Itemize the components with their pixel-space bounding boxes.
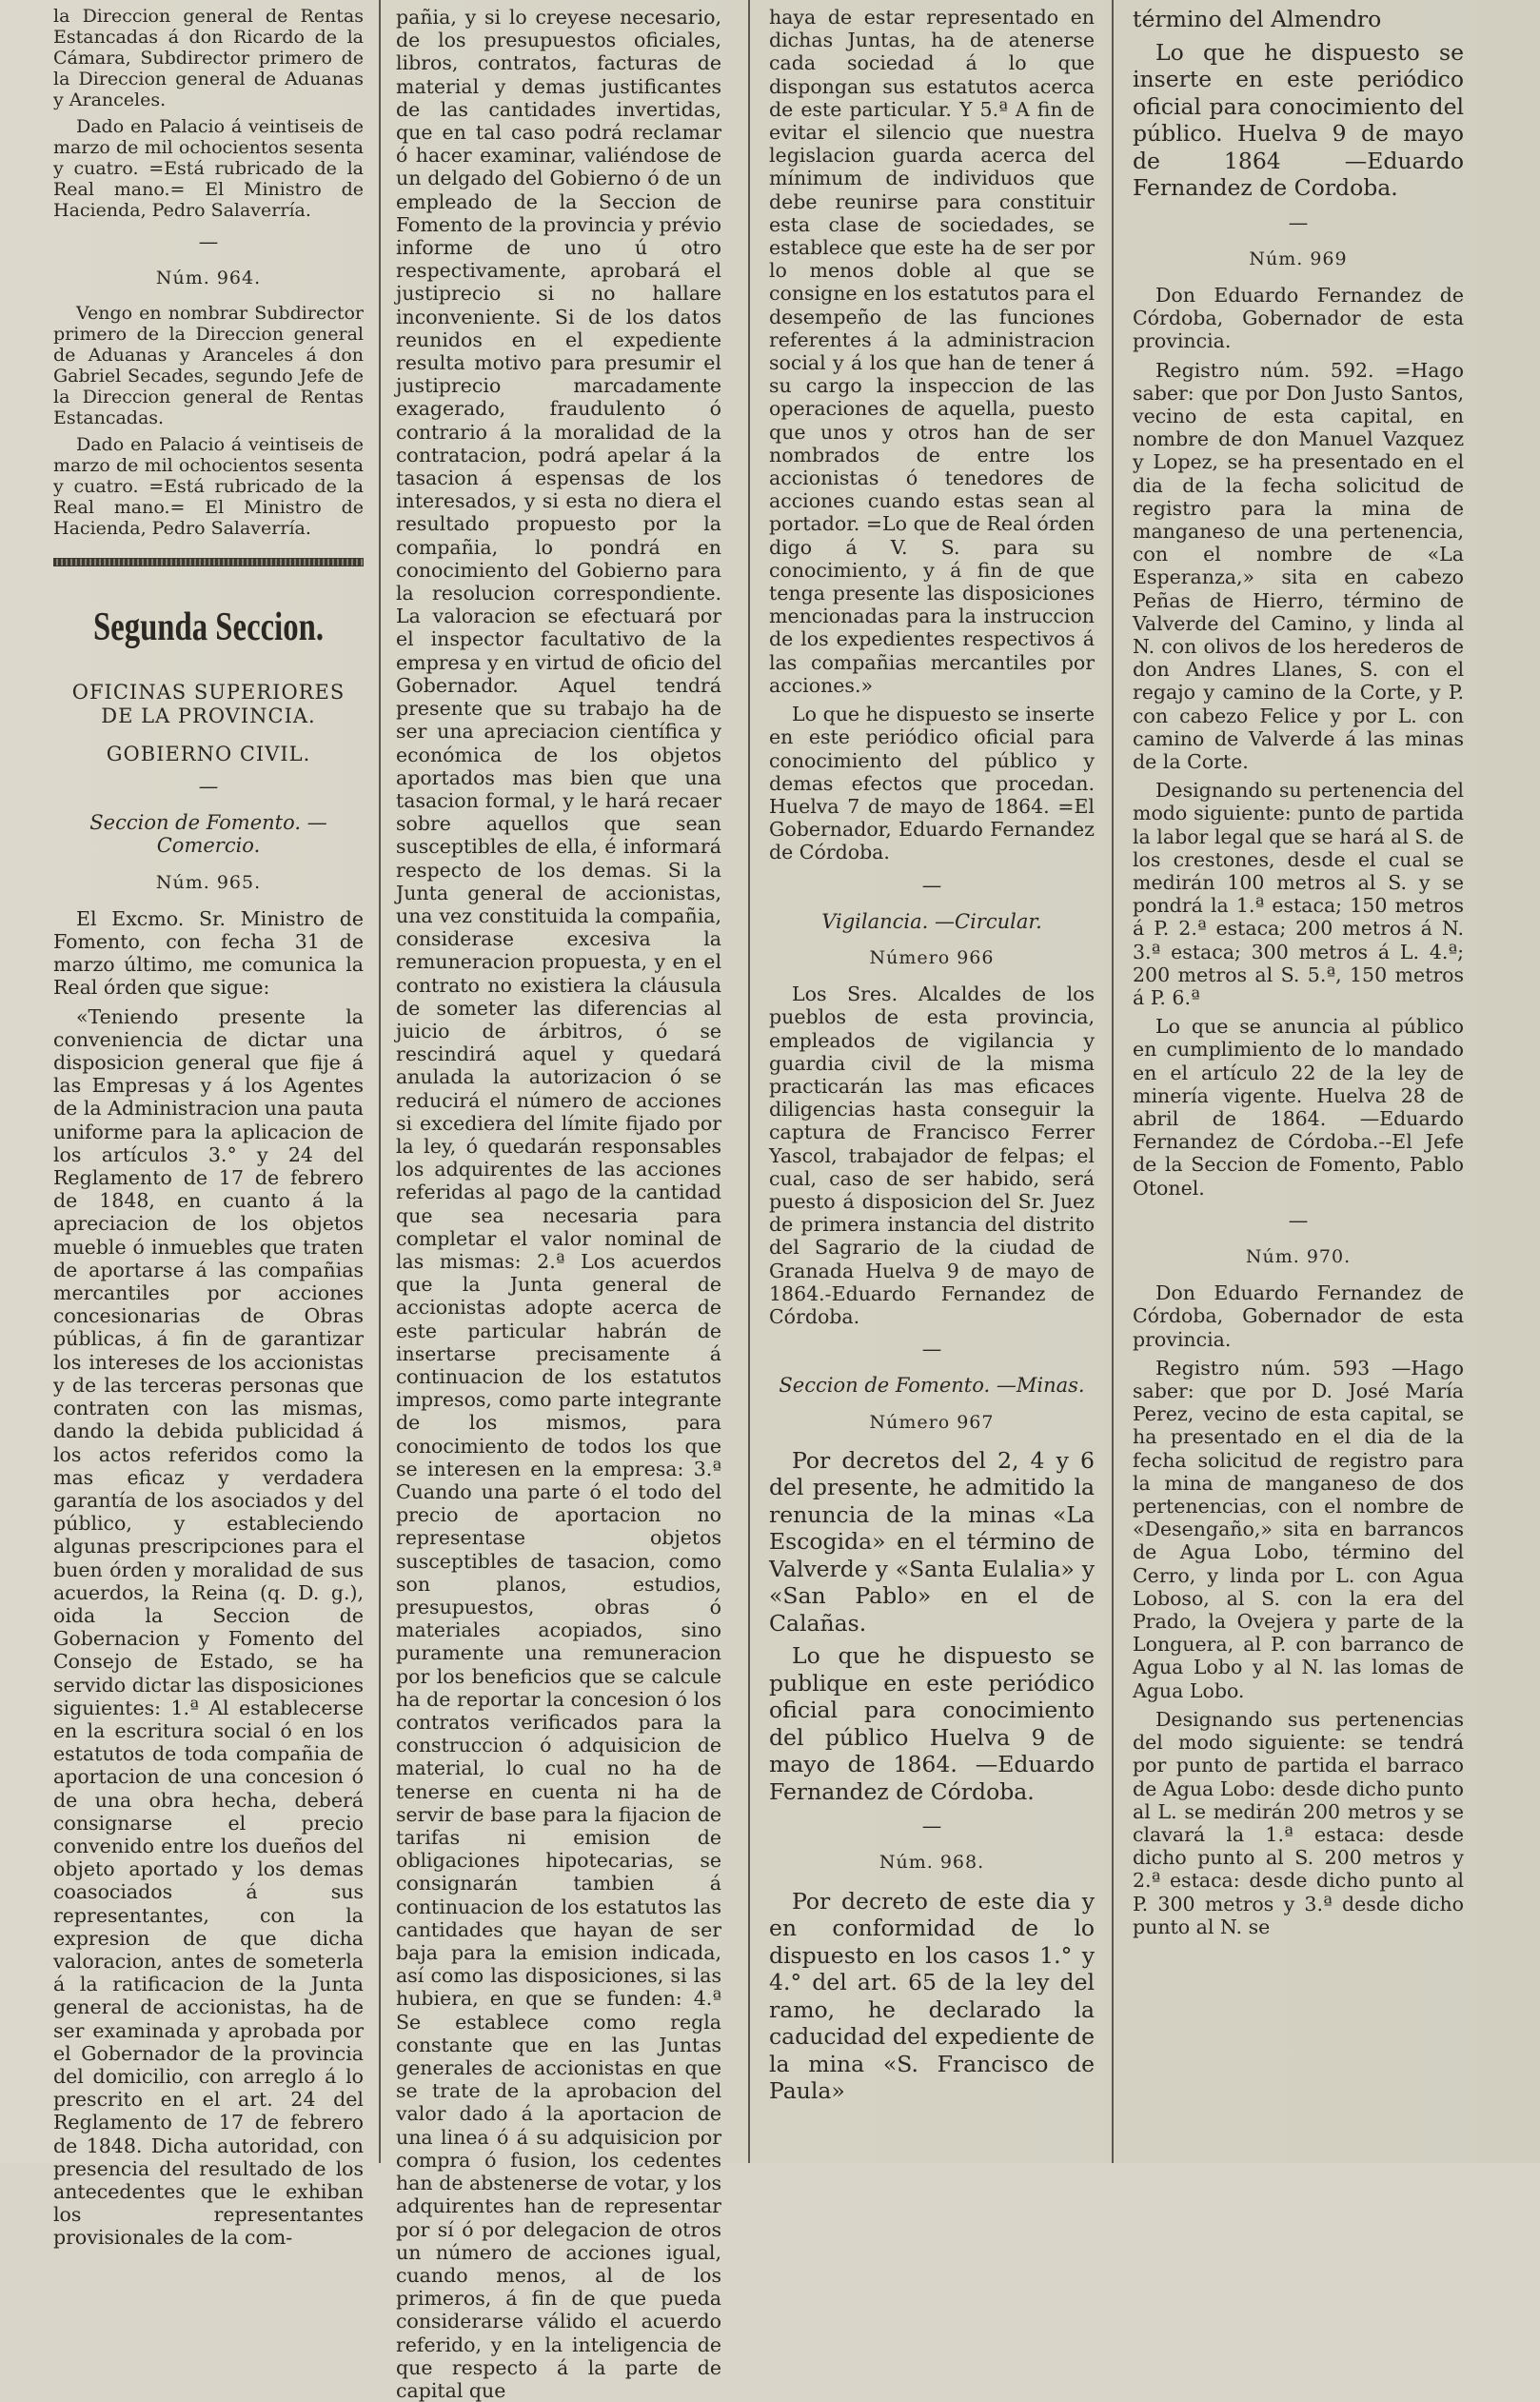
separator: — xyxy=(198,230,219,253)
column-4 xyxy=(1125,6,1471,2154)
separator: — xyxy=(1288,1208,1309,1232)
paragraph: Lo que he dispuesto se inserte en este periódico oficial para conocimiento del público. Huelva 9 de mayo de 1864 —Eduardo Fernandez de Cordoba. xyxy=(1133,38,1464,201)
separator: — xyxy=(921,1815,942,1838)
decree-number: Núm. 969 xyxy=(1249,248,1348,269)
paragraph: Lo que he dispuesto se publique en este periódico oficial para conocimiento del público Huelva 9 de mayo de 1864. —Eduardo Fernandez de Córdoba. xyxy=(769,1642,1095,1805)
paragraph: Lo que he dispuesto se inserte en este periódico oficial para conocimiento del público y demas efectos que procedan. Huelva 7 de mayo de 1864. =El Gobernador, Eduardo Fernandez de Córdoba. xyxy=(769,703,1095,864)
decree-number: Número 966 xyxy=(869,946,995,968)
paragraph: Don Eduardo Fernandez de Córdoba, Gobernador de esta provincia. xyxy=(1133,283,1464,353)
column-1 xyxy=(46,6,371,2250)
paragraph: El Excmo. Sr. Ministro de Fomento, con fecha 31 de marzo último, me comunica la Real órden que sigue: xyxy=(53,906,364,1000)
column-3 xyxy=(761,6,1102,2154)
subsection-heading: Vigilancia. —Circular. xyxy=(821,909,1042,933)
paragraph: Dado en Palacio á veintiseis de marzo de mil ochocientos sesenta y cuatro. =Está rubricado de la Real mano.= El Ministro de Hacienda, Pedro Salaverría. xyxy=(53,116,364,221)
paragraph: Don Eduardo Fernandez de Córdoba, Gobernador de esta provincia. xyxy=(1133,1281,1464,1351)
column-rule xyxy=(1112,0,1114,2163)
decree-number: Núm. 970. xyxy=(1245,1246,1352,1268)
column-rule xyxy=(379,0,381,2163)
section-heading: OFICINAS SUPERIORES DE LA PROVINCIA. xyxy=(71,681,346,727)
separator: — xyxy=(921,873,942,897)
section-heading: GOBIERNO CIVIL. xyxy=(106,742,311,765)
separator: — xyxy=(921,1338,942,1361)
paragraph: Lo que se anuncia al público en cumplimiento de lo mandado en el artículo 22 de la ley de minería vigente. Huelva 28 de abril de 1864. —Eduardo Fernandez de Córdoba.--El Jefe de la Seccion de Fomento, Pablo Otonel. xyxy=(1133,1015,1464,1200)
paragraph: Dado en Palacio á veintiseis de marzo de mil ochocientos sesenta y cuatro. =Está rubricado de la Real mano.= El Ministro de Hacienda, Pedro Salaverría. xyxy=(53,434,364,540)
decree-number: Núm. 968. xyxy=(879,1852,985,1874)
paragraph: Designando su pertenencia del modo siguiente: punto de partida la labor legal que se hará al S. de los crestones, desde el cual se medirán 100 metros al S. y se pondrá la 1.ª estaca; 150 metros á P. 2.ª estaca; 200 metros á N. 3.ª estaca; 300 metros á L. 4.ª; 200 metros al S. 5.ª, 150 metros á P. 6.ª xyxy=(1133,779,1464,1009)
paragraph: Por decreto de este dia y en conformidad de lo dispuesto en los casos 1.° y 4.° del art. 65 de la ley del ramo, he declarado la caducidad del expediente de la mina «S. Francisco de Paula» xyxy=(769,1887,1095,2105)
paragraph: «Teniendo presente la conveniencia de dictar una disposicion general que fije á las Empresas y á los Agentes de la Administracion una pauta uniforme para la aplicacion de los artículos 3.° y 24 del Reglamento de 17 de febrero de 1848, en cuanto á la apreciacion de los objetos mueble ó inmuebles que traten de aportarse á las compañias mercantiles por acciones concesionarias de Obras públicas, á fin de garantizar los intereses de los accionistas y de las terceras personas que contraten con las mismas, dando la debida publicidad á los actos referidos como la mas eficaz y verdadera garantía de los asociados y del público, y estableciendo algunas prescripciones para el buen órden y moralidad de sus acuerdos, la Reina (q. D. g.), oida la Seccion de Gobernacion y Fomento del Consejo de Estado, se ha servido dictar las disposiciones siguientes: 1.ª Al establecerse en la escritura social ó en los estatutos de toda compañia de aportacion de una concesion ó de una obra hecha, deberá consignarse el precio convenido entre los dueños del objeto aportado y los demas coasociados á sus representantes, con la expresion de que dicha valoracion, antes de someterla á la ratificacion de la Junta general de accionistas, ha de ser examinada y aprobada por el Gobernador de la provincia del domicilio, con arreglo á lo prescrito en el art. 24 del Reglamento de 17 de febrero de 1848. Dicha autoridad, con presencia del resultado de los antecedentes que le exhiban los representantes provisionales de la com- xyxy=(53,1004,364,2250)
decree-number: Número 967 xyxy=(869,1411,995,1433)
paragraph: pañia, y si lo creyese necesario, de los presupuestos oficiales, libros, contratos, facturas de material y demas justificantes de las cantidades invertidas, que en tal caso podrá reclamar ó hacer examinar, valiéndose de un delgado del Gobierno ó de un empleado de la Seccion de Fomento de la provincia y prévio informe de uno ú otro respectivamente, aprobará el justiprecio si no hallare inconveniente. Si de los datos reunidos en el expediente resulta motivo para presumir el justiprecio marcadamente exagerado, fraudulento ó contrario á la moralidad de la contratacion, podrá apelar á la tasacion á espensas de los interesados, y si esta no diera el resultado propuesto por la compañia, lo pondrá en conocimiento del Gobierno para la resolucion correspondiente. La valoracion se efectuará por el inspector facultativo de la empresa y en virtud de oficio del Gobernador. Aquel tendrá presente que su trabajo ha de ser una apreciacion científica y económica de los objetos aportados mas bien que una tasacion formal, y le hará recaer sobre aquellos que sean susceptibles de ella, é informará respecto de los demas. Si la Junta general de accionistas, una vez constituida la compañia, considerase excesiva la remuneracion propuesta, y en el contrato no existiera la cláusula de someter las diferencias al juicio de árbitros, ó se rescindirá aquel y quedará anulada la autorizacion ó se reducirá el número de acciones si excediera del límite fijado por la ley, ó quedarán responsables los adquirentes de las acciones referidas al pago de la cantidad que sea necesaria para completar el valor nominal de las mismas: 2.ª Los acuerdos que la Junta general de accionistas adopte acerca de este particular habrán de insertarse precisamente á continuacion de los estatutos impresos, como parte integrante de los mismos, para conocimiento de todos los que se interesen en la empresa: 3.ª Cuando una parte ó el todo del precio de aportacion no representase objetos susceptibles de tasacion, como son planos, estudios, presupuestos, obras ó materiales acopiados, sino puramente una remuneracion por los beneficios que se calcule ha de reportar la concesion ó los contratos verificados para la construccion ó adquisicion de material, lo cual no ha de tenerse en cuenta ni ha de servir de base para la fijacion de tarifas ni emision de obligaciones hipotecarias, se consignarán tambien á continuacion de los estatutos las cantidades que hayan de ser baja para la emision indicada, así como las disposiciones, si las hubiera, en que se funden: 4.ª Se establece como regla constante que en las Juntas generales de accionistas en que se trate de la aprobacion del valor dado á la aportacion de una linea ó á su adquisicion por compra ó fusion, los cedentes han de abstenerse de votar, y los adquirentes han de representar por sí ó por delegacion de otros un número de acciones igual, cuando menos, al de los primeros, á fin de que pueda considerarse válido el acuerdo referido, y en la inteligencia de que respecto á la parte de capital que xyxy=(396,6,721,2402)
separator: — xyxy=(198,775,219,799)
subsection-heading: Seccion de Fomento. —Minas. xyxy=(779,1374,1085,1398)
paragraph: término del Almendro xyxy=(1133,6,1382,32)
paragraph: Por decretos del 2, 4 y 6 del presente, he admitido la renuncia de la minas «La Escogida» en el término de Valverde y «Santa Eulalia» y «San Pablo» en el de Calañas. xyxy=(769,1446,1095,1637)
paragraph: Vengo en nombrar Subdirector primero de la Direccion general de Aduanas y Aranceles á don Gabriel Secades, segundo Jefe de la Direccion general de Rentas Estancadas. xyxy=(53,303,364,429)
paragraph: Registro núm. 593 —Hago saber: que por D. José María Perez, vecino de esta capital, se ha presentado en el dia de la fecha solicitud de registro para la mina de manganeso de dos pertenencias, con el nombre de «Desengaño,» sita en barrancos de Agua Lobo, término del Cerro, y linda por L. con Agua Loboso, al S. con la era del Prado, la Ovejera y parte de la Longuera, al P. con barranco de Agua Lobo y al N. las lomas de Agua Lobo. xyxy=(1133,1356,1464,1702)
separator: — xyxy=(1288,210,1309,234)
paragraph: Los Sres. Alcaldes de los pueblos de esta provincia, empleados de vigilancia y guardia civil de la misma practicarán las mas eficaces diligencias hasta conseguir la captura de Francisco Ferrer Yascol, trabajador de felpas; el cual, caso de ser habido, será puesto á disposicion del Sr. Juez de primera instancia del distrito del Sagrario de la ciudad de Granada Huelva 9 de mayo de 1864.-Eduardo Fernandez de Córdoba. xyxy=(769,983,1095,1328)
column-2 xyxy=(388,6,729,2402)
paragraph: la Direccion general de Rentas Estancadas á don Ricardo de la Cámara, Subdirector primero de la Direccion general de Aduanas y Aranceles. xyxy=(53,6,364,110)
decree-number: Núm. 964. xyxy=(155,268,262,289)
paragraph: Designando sus pertenencias del modo siguiente: se tendrá por punto de partida el barraco de Agua Lobo: desde dicho punto al L. se medirán 200 metros y se clavará la 1.ª estaca: desde dicho punto al S. 200 metros y 2.ª estaca: desde dicho punto al P. 300 metros y 3.ª desde dicho punto al N. se xyxy=(1133,1707,1464,1938)
subsection-heading: Seccion de Fomento. —Comercio. xyxy=(89,811,327,858)
section-title: Segunda Seccion. xyxy=(92,605,325,650)
column-rule xyxy=(748,0,750,2163)
decree-number: Núm. 965. xyxy=(155,871,262,893)
paragraph: haya de estar representado en dichas Juntas, ha de atenerse cada sociedad á lo que dispongan sus estatutos acerca de este particular. Y 5.ª A fin de evitar el silencio que nuestra legislacion guarda acerca del mínimum de individuos que debe reunirse para constituir esta clase de sociedades, se establece que este ha de ser por lo menos doble al que se consigne en los estatutos para el desempeño de las funciones referentes á la administracion social y á los que han de tener á su cargo la inspeccion de las operaciones de aquella, puesto que unos y otros han de ser nombrados de entre los accionistas ó tenedores de acciones cuando estas sean al portador. =Lo que de Real órden digo á V. S. para su conocimiento, y á fin de que tenga presente las disposiciones mencionadas para la instruccion de los expedientes respectivos á las compañias mercantiles por acciones.» xyxy=(769,6,1095,697)
paragraph: Registro núm. 592. =Hago saber: que por Don Justo Santos, vecino de esta capital, en nombre de don Manuel Vazquez y Lopez, se ha presentado en el dia de la fecha solicitud de registro para la mina de manganeso de una pertenencia, con el nombre de «La Esperanza,» sita en cabezo Peñas de Hierro, término de Valverde del Camino, y linda al N. con olivos de los herederos de don Andres Llanes, S. con el regajo y camino de la Corte, y P. con cabezo Felice y por L. con camino de Valverde á las minas de la Corte. xyxy=(1133,358,1464,773)
ornamental-rule xyxy=(53,558,364,566)
